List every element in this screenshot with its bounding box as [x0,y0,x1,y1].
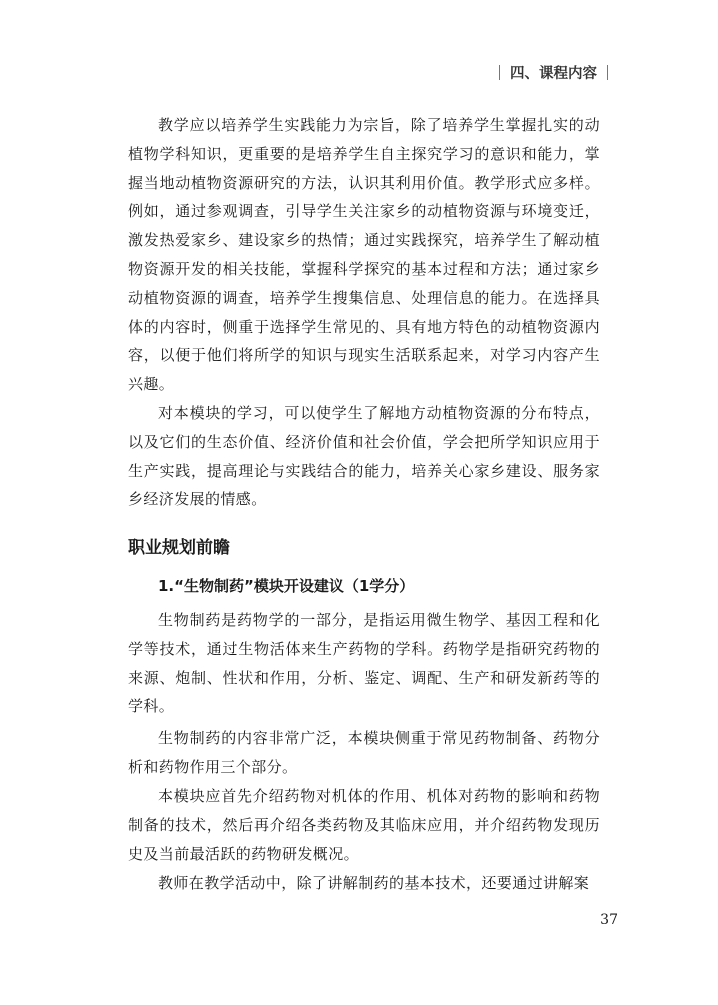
paragraph-module-focus [128,724,600,782]
section-heading: 职业规划前瞻 [128,538,230,558]
paragraph-teaching-approach [128,111,600,399]
page-number: 37 [600,912,618,928]
paragraph-text: 生物制药的内容非常广泛，本模块侧重于常见药物制备、药物分析和药物作用三个部分。 [128,729,600,776]
paragraph-module-goals [128,399,600,514]
paragraph-biopharma-definition [128,606,600,721]
paragraph-module-sequence [128,782,600,868]
running-header [489,62,618,83]
paragraph-text: 生物制药是药物学的一部分，是指运用微生物学、基因工程和化学等技术，通过生物活体来生产药物的学科。药物学是指研究药物的来源、炮制、性状和作用，分析、鉴定、调配、生产和研发新药等的学科。 [128,611,600,716]
paragraph-text: 本模块应首先介绍药物对机体的作用、机体对药物的影响和药物制备的技术，然后再介绍各类药物及其临床应用，并介绍药物发现历史及当前最活跃的药物研发概况。 [128,787,600,863]
header-section-title: 四、课程内容 [510,66,597,82]
header-divider-left [499,65,500,80]
paragraph-teacher-guidance [128,869,600,898]
paragraph-text: 教师在教学活动中，除了讲解制药的基本技术，还要通过讲解案 [158,874,590,892]
paragraph-text: 对本模块的学习，可以使学生了解地方动植物资源的分布特点，以及它们的生态价值、经济价值和社会价值，学会把所学知识应用于生产实践，提高理论与实践结合的能力，培养关心家乡建设、服务家乡经济发展的情感。 [128,404,600,509]
header-divider-right [607,65,608,80]
sub-heading: 1.“生物制药”模块开设建议（1学分） [158,577,415,595]
paragraph-text: 教学应以培养学生实践能力为宗旨，除了培养学生掌握扎实的动植物学科知识，更重要的是培养学生自主探究学习的意识和能力，掌握当地动植物资源研究的方法，认识其利用价值。教学形式应多样。例如，通过参观调查，引导学生关注家乡的动植物资源与环境变迁，激发热爱家乡、建设家乡的热情；通过实践探究，培养学生了解动植物资源开发的相关技能，掌握科学探究的基本过程和方法；通过家乡动植物资源的调查，培养学生搜集信息、处理信息的能力。在选择具体的内容时，侧重于选择学生常见的、具有地方特色的动植物资源内容，以便于他们将所学的知识与现实生活联系起来，对学习内容产生兴趣。 [128,116,600,394]
